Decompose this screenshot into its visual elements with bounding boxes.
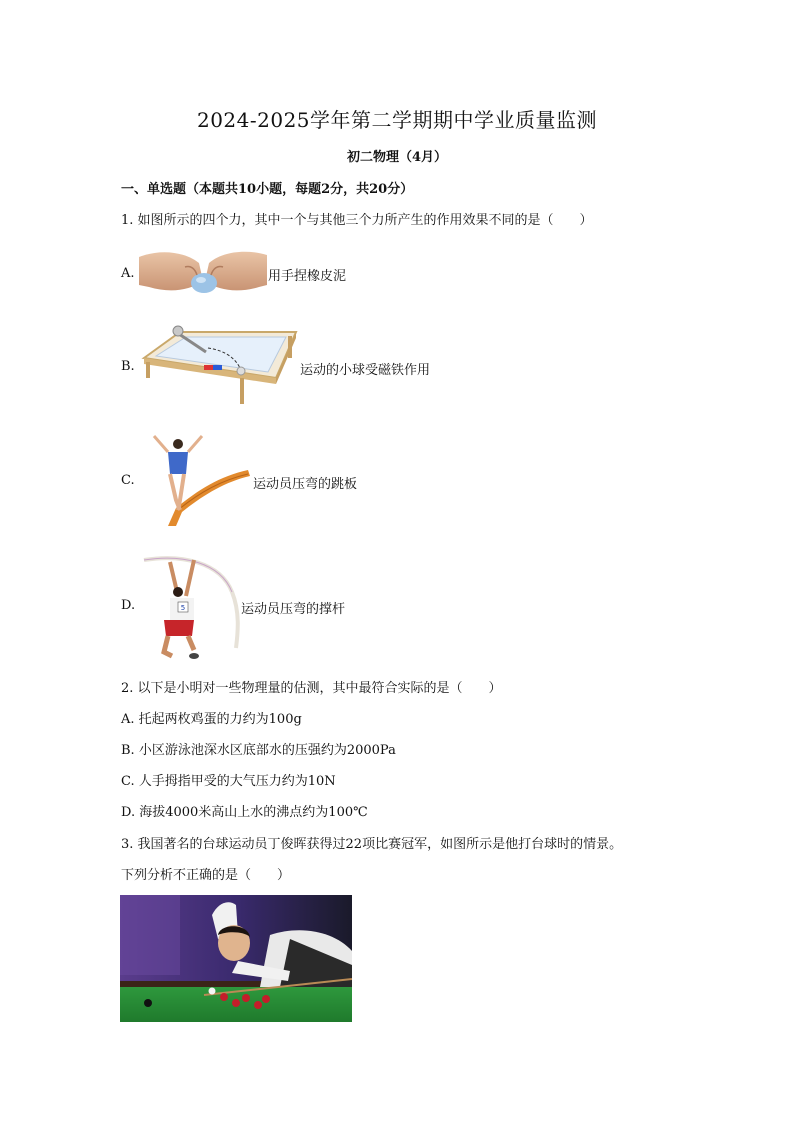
diver-springboard-figure (148, 430, 252, 528)
ball-magnet-table-figure (140, 322, 298, 412)
pole-vaulter-figure (142, 552, 242, 664)
athlete-bib-number: 5 (180, 604, 186, 612)
q1-option-d-letter: D. (121, 598, 136, 613)
q2-option-d: D. 海拔4000米高山上水的沸点约为100℃ (121, 805, 368, 820)
q2-option-c: C. 人手拇指甲受的大气压力约为10N (121, 774, 336, 789)
q1-option-b-caption: 运动的小球受磁铁作用 (300, 363, 431, 378)
q1-option-d-caption: 运动员压弯的撑杆 (241, 602, 346, 617)
q1-option-a-letter: A. (121, 266, 135, 281)
q2-option-a: A. 托起两枚鸡蛋的力约为100g (121, 712, 302, 727)
q2-option-b: B. 小区游泳池深水区底部水的压强约为2000Pa (121, 743, 396, 758)
q1-option-c-letter: C. (121, 473, 135, 488)
question-3-stem-line-2: 下列分析不正确的是（ ） (121, 868, 291, 883)
question-3-stem-line-1: 3. 我国著名的台球运动员丁俊晖获得过22项比赛冠军，如图所示是他打台球时的情景。 (121, 837, 623, 852)
q1-option-b-letter: B. (121, 359, 135, 374)
snooker-player-photo (120, 895, 352, 1022)
page-subtitle: 初二物理（4月） (346, 150, 448, 165)
hands-squeezing-clay-figure (139, 247, 267, 299)
section-heading: 一、单选题（本题共10小题，每题2分，共20分） (121, 182, 414, 197)
question-1-stem: 1. 如图所示的四个力，其中一个与其他三个力所产生的作用效果不同的是（ ） (121, 213, 593, 228)
question-2-stem: 2. 以下是小明对一些物理量的估测，其中最符合实际的是（ ） (121, 681, 502, 696)
q1-option-a-caption: 用手捏橡皮泥 (268, 269, 347, 284)
page-title: 2024-2025学年第二学期期中学业质量监测 (196, 108, 598, 132)
q1-option-c-caption: 运动员压弯的跳板 (253, 477, 358, 492)
